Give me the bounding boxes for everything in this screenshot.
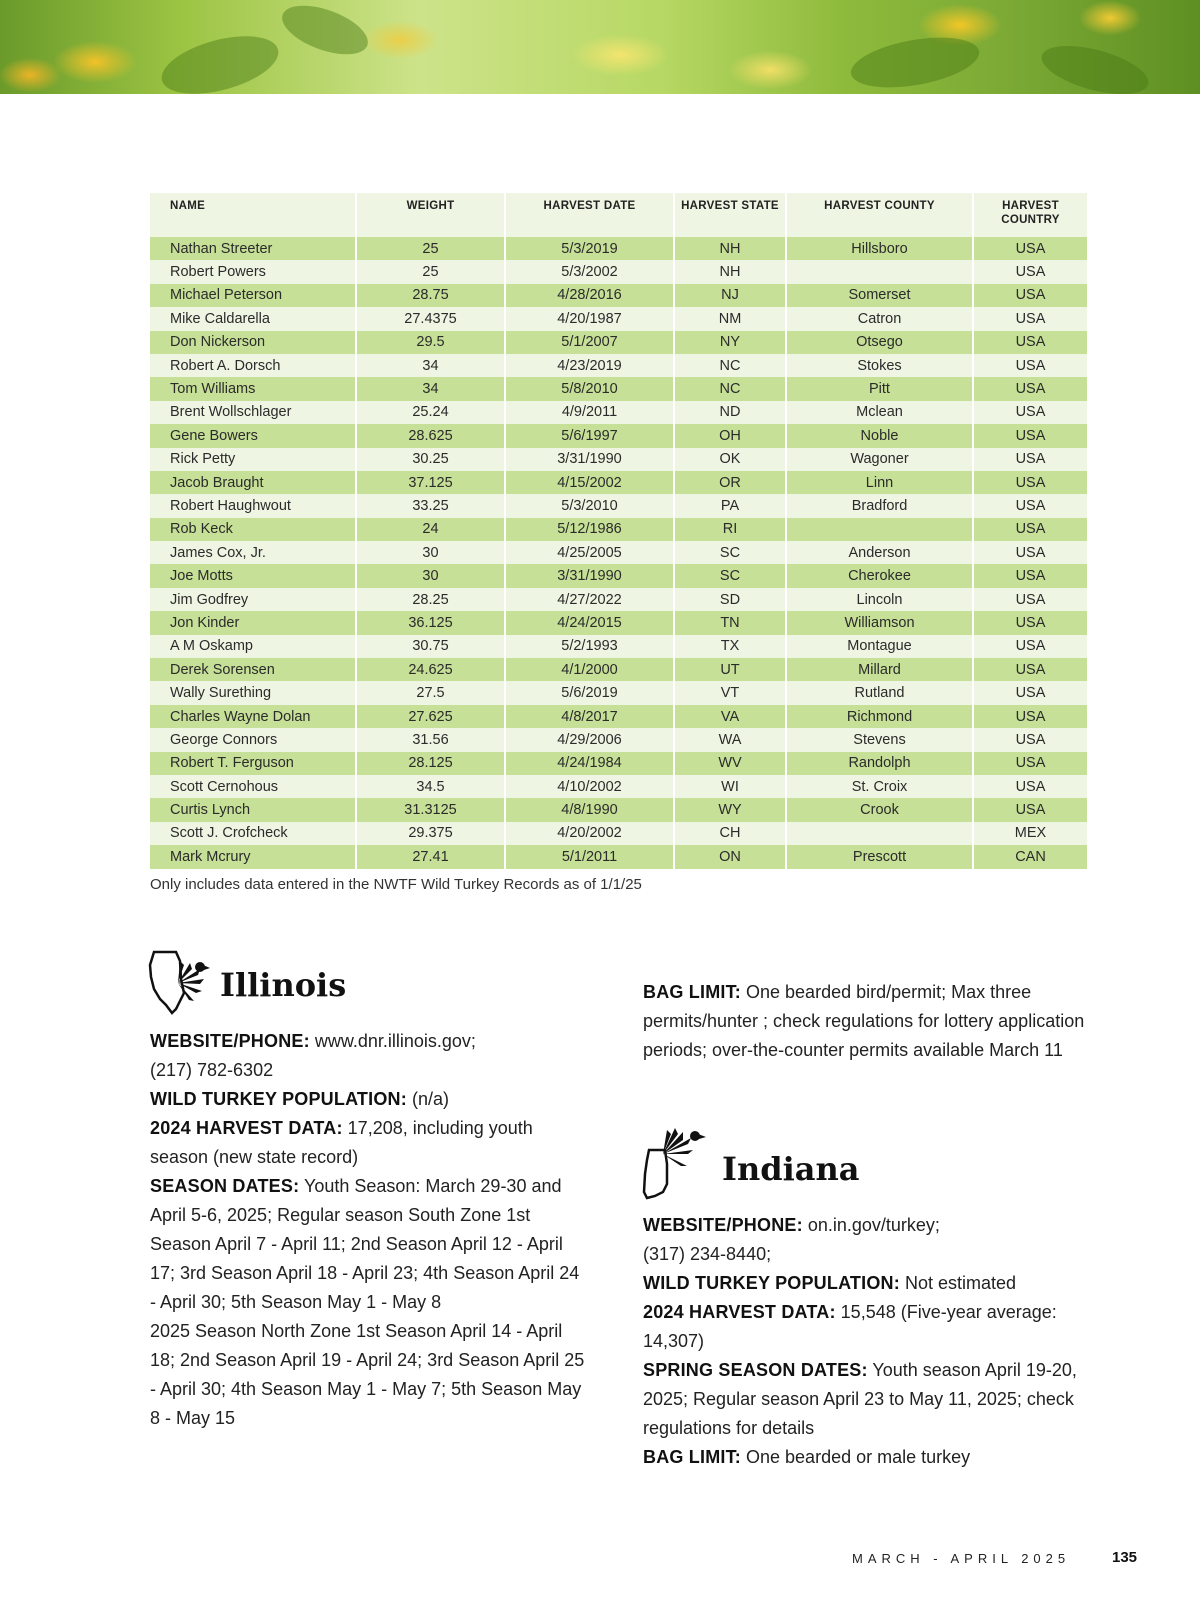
cell-name: Michael Peterson [150,284,357,307]
cell-harvest-date: 3/31/1990 [506,564,675,587]
cell-harvest-state: RI [675,518,787,541]
cell-harvest-county: Hillsboro [787,237,974,260]
cell-weight: 27.5 [357,681,506,704]
cell-harvest-state: NM [675,307,787,330]
illinois-season-value: Youth Season: March 29-30 and April 5-6, 2025; Regular season South Zone 1st Season April 7 - April 11; 2nd Season April 12 - April 17; 3rd Season April 18 - April 23; 4th Season April 24 - April 30; 5th Season May 1 - May 8 [150,1176,580,1312]
header-harvest-state: HARVEST STATE [675,193,787,237]
cell-harvest-country: USA [974,728,1087,751]
cell-name: Charles Wayne Dolan [150,705,357,728]
illinois-population-value: (n/a) [411,1089,449,1109]
cell-harvest-date: 4/28/2016 [506,284,675,307]
cell-weight: 33.25 [357,494,506,517]
table-row [150,541,1087,564]
cell-name: Joe Motts [150,564,357,587]
cell-harvest-county: St. Croix [787,775,974,798]
illinois-harvest-line [150,1114,590,1172]
indiana-bag-line [643,1443,1103,1472]
table-row [150,588,1087,611]
cell-harvest-county [787,260,974,283]
cell-harvest-county: Somerset [787,284,974,307]
cell-harvest-state: TN [675,611,787,634]
header-name: NAME [150,193,357,237]
cell-name: Rick Petty [150,448,357,471]
cell-weight: 34.5 [357,775,506,798]
cell-harvest-state: ND [675,401,787,424]
cell-harvest-county: Stokes [787,354,974,377]
table-row [150,424,1087,447]
indiana-population-line [643,1269,1103,1298]
illinois-season-north: 2025 Season North Zone 1st Season April 14 - April 18; 2nd Season April 19 - April 24; 3rd Season April 25 - April 30; 4th Season May 1 - May 7; 5th Season May 8 - May 15 [150,1321,585,1428]
table-row [150,822,1087,845]
table-row [150,798,1087,821]
banner-leaf [847,29,983,94]
table-footnote: Only includes data entered in the NWTF Wild Turkey Records as of 1/1/25 [150,876,642,893]
table-row [150,728,1087,751]
table-row [150,237,1087,260]
indiana-phone: (317) 234-8440; [643,1244,772,1264]
table-body [150,237,1087,869]
banner-leaf [1037,36,1154,94]
illinois-harvest-value: 17,208, including youth season (new state record) [150,1118,533,1167]
cell-name: Robert T. Ferguson [150,752,357,775]
cell-harvest-state: OK [675,448,787,471]
cell-harvest-date: 4/29/2006 [506,728,675,751]
header-harvest-country: HARVEST COUNTRY [974,193,1087,237]
cell-name: Derek Sorensen [150,658,357,681]
cell-name: Tom Williams [150,377,357,400]
indiana-population-label: WILD TURKEY POPULATION: [643,1273,900,1293]
cell-weight: 37.125 [357,471,506,494]
cell-harvest-date: 5/8/2010 [506,377,675,400]
cell-harvest-country: USA [974,564,1087,587]
cell-name: Mark Mcrury [150,845,357,868]
cell-name: Scott Cernohous [150,775,357,798]
cell-harvest-county: Mclean [787,401,974,424]
indiana-harvest-label: 2024 HARVEST DATA: [643,1302,836,1322]
cell-harvest-date: 3/31/1990 [506,448,675,471]
cell-name: Rob Keck [150,518,357,541]
cell-harvest-county: Montague [787,635,974,658]
cell-harvest-date: 4/25/2005 [506,541,675,564]
cell-harvest-date: 4/27/2022 [506,588,675,611]
cell-weight: 31.56 [357,728,506,751]
cell-harvest-country: USA [974,448,1087,471]
cell-harvest-state: NH [675,260,787,283]
cell-harvest-date: 4/20/1987 [506,307,675,330]
cell-weight: 27.4375 [357,307,506,330]
cell-harvest-date: 4/9/2011 [506,401,675,424]
cell-harvest-country: USA [974,798,1087,821]
cell-name: Mike Caldarella [150,307,357,330]
illinois-website-label: WEBSITE/PHONE: [150,1031,310,1051]
cell-harvest-date: 5/3/2019 [506,237,675,260]
cell-harvest-date: 5/12/1986 [506,518,675,541]
cell-harvest-county: Crook [787,798,974,821]
cell-harvest-country: USA [974,518,1087,541]
cell-harvest-date: 5/1/2007 [506,331,675,354]
indiana-season-line [643,1356,1103,1443]
illinois-phone: (217) 782-6302 [150,1060,274,1080]
cell-harvest-date: 5/1/2011 [506,845,675,868]
indiana-bag-label: BAG LIMIT: [643,1447,741,1467]
cell-harvest-date: 4/8/1990 [506,798,675,821]
cell-harvest-date: 4/23/2019 [506,354,675,377]
cell-harvest-state: VA [675,705,787,728]
cell-weight: 27.41 [357,845,506,868]
cell-harvest-state: OH [675,424,787,447]
cell-harvest-country: USA [974,401,1087,424]
cell-harvest-country: USA [974,377,1087,400]
table-row [150,307,1087,330]
table-row [150,494,1087,517]
table-row [150,775,1087,798]
cell-harvest-state: SC [675,541,787,564]
cell-weight: 25.24 [357,401,506,424]
cell-harvest-date: 4/15/2002 [506,471,675,494]
header-harvest-county: HARVEST COUNTY [787,193,974,237]
footer-page-number: 135 [1112,1549,1138,1566]
cell-weight: 30.75 [357,635,506,658]
cell-harvest-county [787,518,974,541]
cell-harvest-state: WV [675,752,787,775]
illinois-state-turkey-icon [148,949,212,1015]
cell-harvest-county: Richmond [787,705,974,728]
cell-harvest-date: 4/1/2000 [506,658,675,681]
cell-harvest-country: USA [974,681,1087,704]
cell-harvest-county [787,822,974,845]
cell-harvest-county: Otsego [787,331,974,354]
cell-harvest-county: Millard [787,658,974,681]
cell-harvest-country: USA [974,354,1087,377]
table-header-row [150,193,1087,237]
table-row [150,681,1087,704]
cell-harvest-county: Stevens [787,728,974,751]
illinois-season-label: SEASON DATES: [150,1176,300,1196]
table-row [150,284,1087,307]
cell-name: Nathan Streeter [150,237,357,260]
illinois-season-line [150,1172,590,1317]
cell-weight: 29.375 [357,822,506,845]
cell-weight: 25 [357,260,506,283]
cell-harvest-state: WA [675,728,787,751]
cell-harvest-county: Pitt [787,377,974,400]
table-row [150,471,1087,494]
cell-harvest-date: 5/6/2019 [506,681,675,704]
cell-name: Robert Powers [150,260,357,283]
cell-name: Scott J. Crofcheck [150,822,357,845]
turkey-records-table [150,193,1087,869]
cell-weight: 28.25 [357,588,506,611]
indiana-website-link[interactable]: on.in.gov/turkey; [807,1215,940,1235]
cell-harvest-county: Catron [787,307,974,330]
cell-harvest-county: Randolph [787,752,974,775]
cell-name: Wally Surething [150,681,357,704]
cell-harvest-country: USA [974,635,1087,658]
cell-weight: 28.75 [357,284,506,307]
illinois-website-line [150,1027,590,1056]
cell-harvest-country: CAN [974,845,1087,868]
indiana-season-label: SPRING SEASON DATES: [643,1360,868,1380]
cell-harvest-state: VT [675,681,787,704]
cell-harvest-date: 5/2/1993 [506,635,675,658]
cell-harvest-state: WI [675,775,787,798]
table-row [150,448,1087,471]
cell-harvest-state: ON [675,845,787,868]
cell-name: Curtis Lynch [150,798,357,821]
table-row [150,518,1087,541]
table-row [150,611,1087,634]
cell-harvest-county: Noble [787,424,974,447]
cell-harvest-country: USA [974,752,1087,775]
banner-leaf [156,25,285,94]
indiana-website-line [643,1211,1103,1240]
cell-name: George Connors [150,728,357,751]
table-row [150,752,1087,775]
illinois-title: Illinois [220,966,347,1004]
cell-harvest-country: USA [974,237,1087,260]
cell-harvest-county: Lincoln [787,588,974,611]
illinois-harvest-label: 2024 HARVEST DATA: [150,1118,343,1138]
cell-harvest-country: USA [974,260,1087,283]
table-row [150,705,1087,728]
cell-harvest-country: USA [974,541,1087,564]
cell-harvest-date: 4/8/2017 [506,705,675,728]
table-row [150,401,1087,424]
cell-harvest-county: Bradford [787,494,974,517]
cell-weight: 24.625 [357,658,506,681]
cell-harvest-date: 4/20/2002 [506,822,675,845]
cell-weight: 30 [357,541,506,564]
cell-harvest-state: NH [675,237,787,260]
illinois-website-link[interactable]: www.dnr.illinois.gov; [314,1031,476,1051]
footer-issue-date: MARCH - APRIL 2025 [852,1551,1071,1566]
indiana-population-value: Not estimated [904,1273,1017,1293]
cell-name: Jon Kinder [150,611,357,634]
cell-weight: 25 [357,237,506,260]
cell-harvest-state: WY [675,798,787,821]
cell-weight: 36.125 [357,611,506,634]
cell-harvest-county: Wagoner [787,448,974,471]
cell-harvest-state: PA [675,494,787,517]
cell-harvest-state: NC [675,354,787,377]
cell-harvest-country: USA [974,494,1087,517]
banner-leaf [276,0,374,64]
cell-weight: 27.625 [357,705,506,728]
cell-name: Jacob Braught [150,471,357,494]
cell-harvest-country: USA [974,284,1087,307]
illinois-bag-value: One bearded bird/permit; Max three permits/hunter ; check regulations for lottery application periods; over-the-counter permits available March 11 [643,982,1085,1060]
table-row [150,658,1087,681]
cell-harvest-date: 4/10/2002 [506,775,675,798]
cell-harvest-country: USA [974,471,1087,494]
illinois-population-label: WILD TURKEY POPULATION: [150,1089,407,1109]
cell-harvest-state: UT [675,658,787,681]
illinois-population-line [150,1085,590,1114]
header-photo-banner [0,0,1200,94]
indiana-website-label: WEBSITE/PHONE: [643,1215,803,1235]
cell-weight: 28.625 [357,424,506,447]
cell-harvest-date: 5/3/2010 [506,494,675,517]
cell-harvest-county: Linn [787,471,974,494]
cell-weight: 34 [357,377,506,400]
cell-name: Robert Haughwout [150,494,357,517]
cell-harvest-state: CH [675,822,787,845]
cell-name: Jim Godfrey [150,588,357,611]
header-weight: WEIGHT [357,193,506,237]
cell-name: Robert A. Dorsch [150,354,357,377]
cell-harvest-state: NY [675,331,787,354]
indiana-state-turkey-icon [641,1124,711,1200]
indiana-harvest-value: 15,548 (Five-year average: 14,307) [643,1302,1057,1351]
cell-weight: 34 [357,354,506,377]
cell-harvest-state: NC [675,377,787,400]
cell-weight: 31.3125 [357,798,506,821]
cell-name: Gene Bowers [150,424,357,447]
cell-weight: 29.5 [357,331,506,354]
table-row [150,845,1087,868]
cell-harvest-state: OR [675,471,787,494]
cell-harvest-country: USA [974,307,1087,330]
cell-harvest-county: Prescott [787,845,974,868]
indiana-bag-value: One bearded or male turkey [746,1447,971,1467]
table-row [150,354,1087,377]
table-row [150,377,1087,400]
indiana-details [643,1211,1103,1472]
cell-harvest-country: USA [974,611,1087,634]
table-row [150,564,1087,587]
table-row [150,260,1087,283]
illinois-bag-limit [643,978,1103,1065]
illinois-bag-label: BAG LIMIT: [643,982,741,1002]
cell-weight: 28.125 [357,752,506,775]
cell-harvest-date: 5/6/1997 [506,424,675,447]
header-harvest-date: HARVEST DATE [506,193,675,237]
illinois-details [150,1027,590,1433]
cell-harvest-date: 5/3/2002 [506,260,675,283]
cell-harvest-state: TX [675,635,787,658]
cell-harvest-country: USA [974,331,1087,354]
table-row [150,635,1087,658]
cell-harvest-county: Williamson [787,611,974,634]
cell-harvest-country: MEX [974,822,1087,845]
cell-name: Don Nickerson [150,331,357,354]
cell-harvest-county: Rutland [787,681,974,704]
cell-harvest-state: NJ [675,284,787,307]
cell-harvest-state: SC [675,564,787,587]
indiana-title: Indiana [722,1150,860,1188]
cell-weight: 30 [357,564,506,587]
cell-harvest-date: 4/24/1984 [506,752,675,775]
cell-name: A M Oskamp [150,635,357,658]
cell-harvest-country: USA [974,775,1087,798]
cell-harvest-county: Cherokee [787,564,974,587]
cell-weight: 30.25 [357,448,506,471]
indiana-harvest-line [643,1298,1103,1356]
cell-harvest-country: USA [974,705,1087,728]
illinois-bag-line [643,978,1103,1065]
cell-harvest-county: Anderson [787,541,974,564]
cell-harvest-state: SD [675,588,787,611]
cell-harvest-country: USA [974,424,1087,447]
cell-name: James Cox, Jr. [150,541,357,564]
cell-harvest-country: USA [974,588,1087,611]
indiana-season-value: Youth season April 19-20, 2025; Regular season April 23 to May 11, 2025; check regulations for details [643,1360,1077,1438]
cell-harvest-country: USA [974,658,1087,681]
cell-weight: 24 [357,518,506,541]
cell-harvest-date: 4/24/2015 [506,611,675,634]
cell-name: Brent Wollschlager [150,401,357,424]
table-row [150,331,1087,354]
